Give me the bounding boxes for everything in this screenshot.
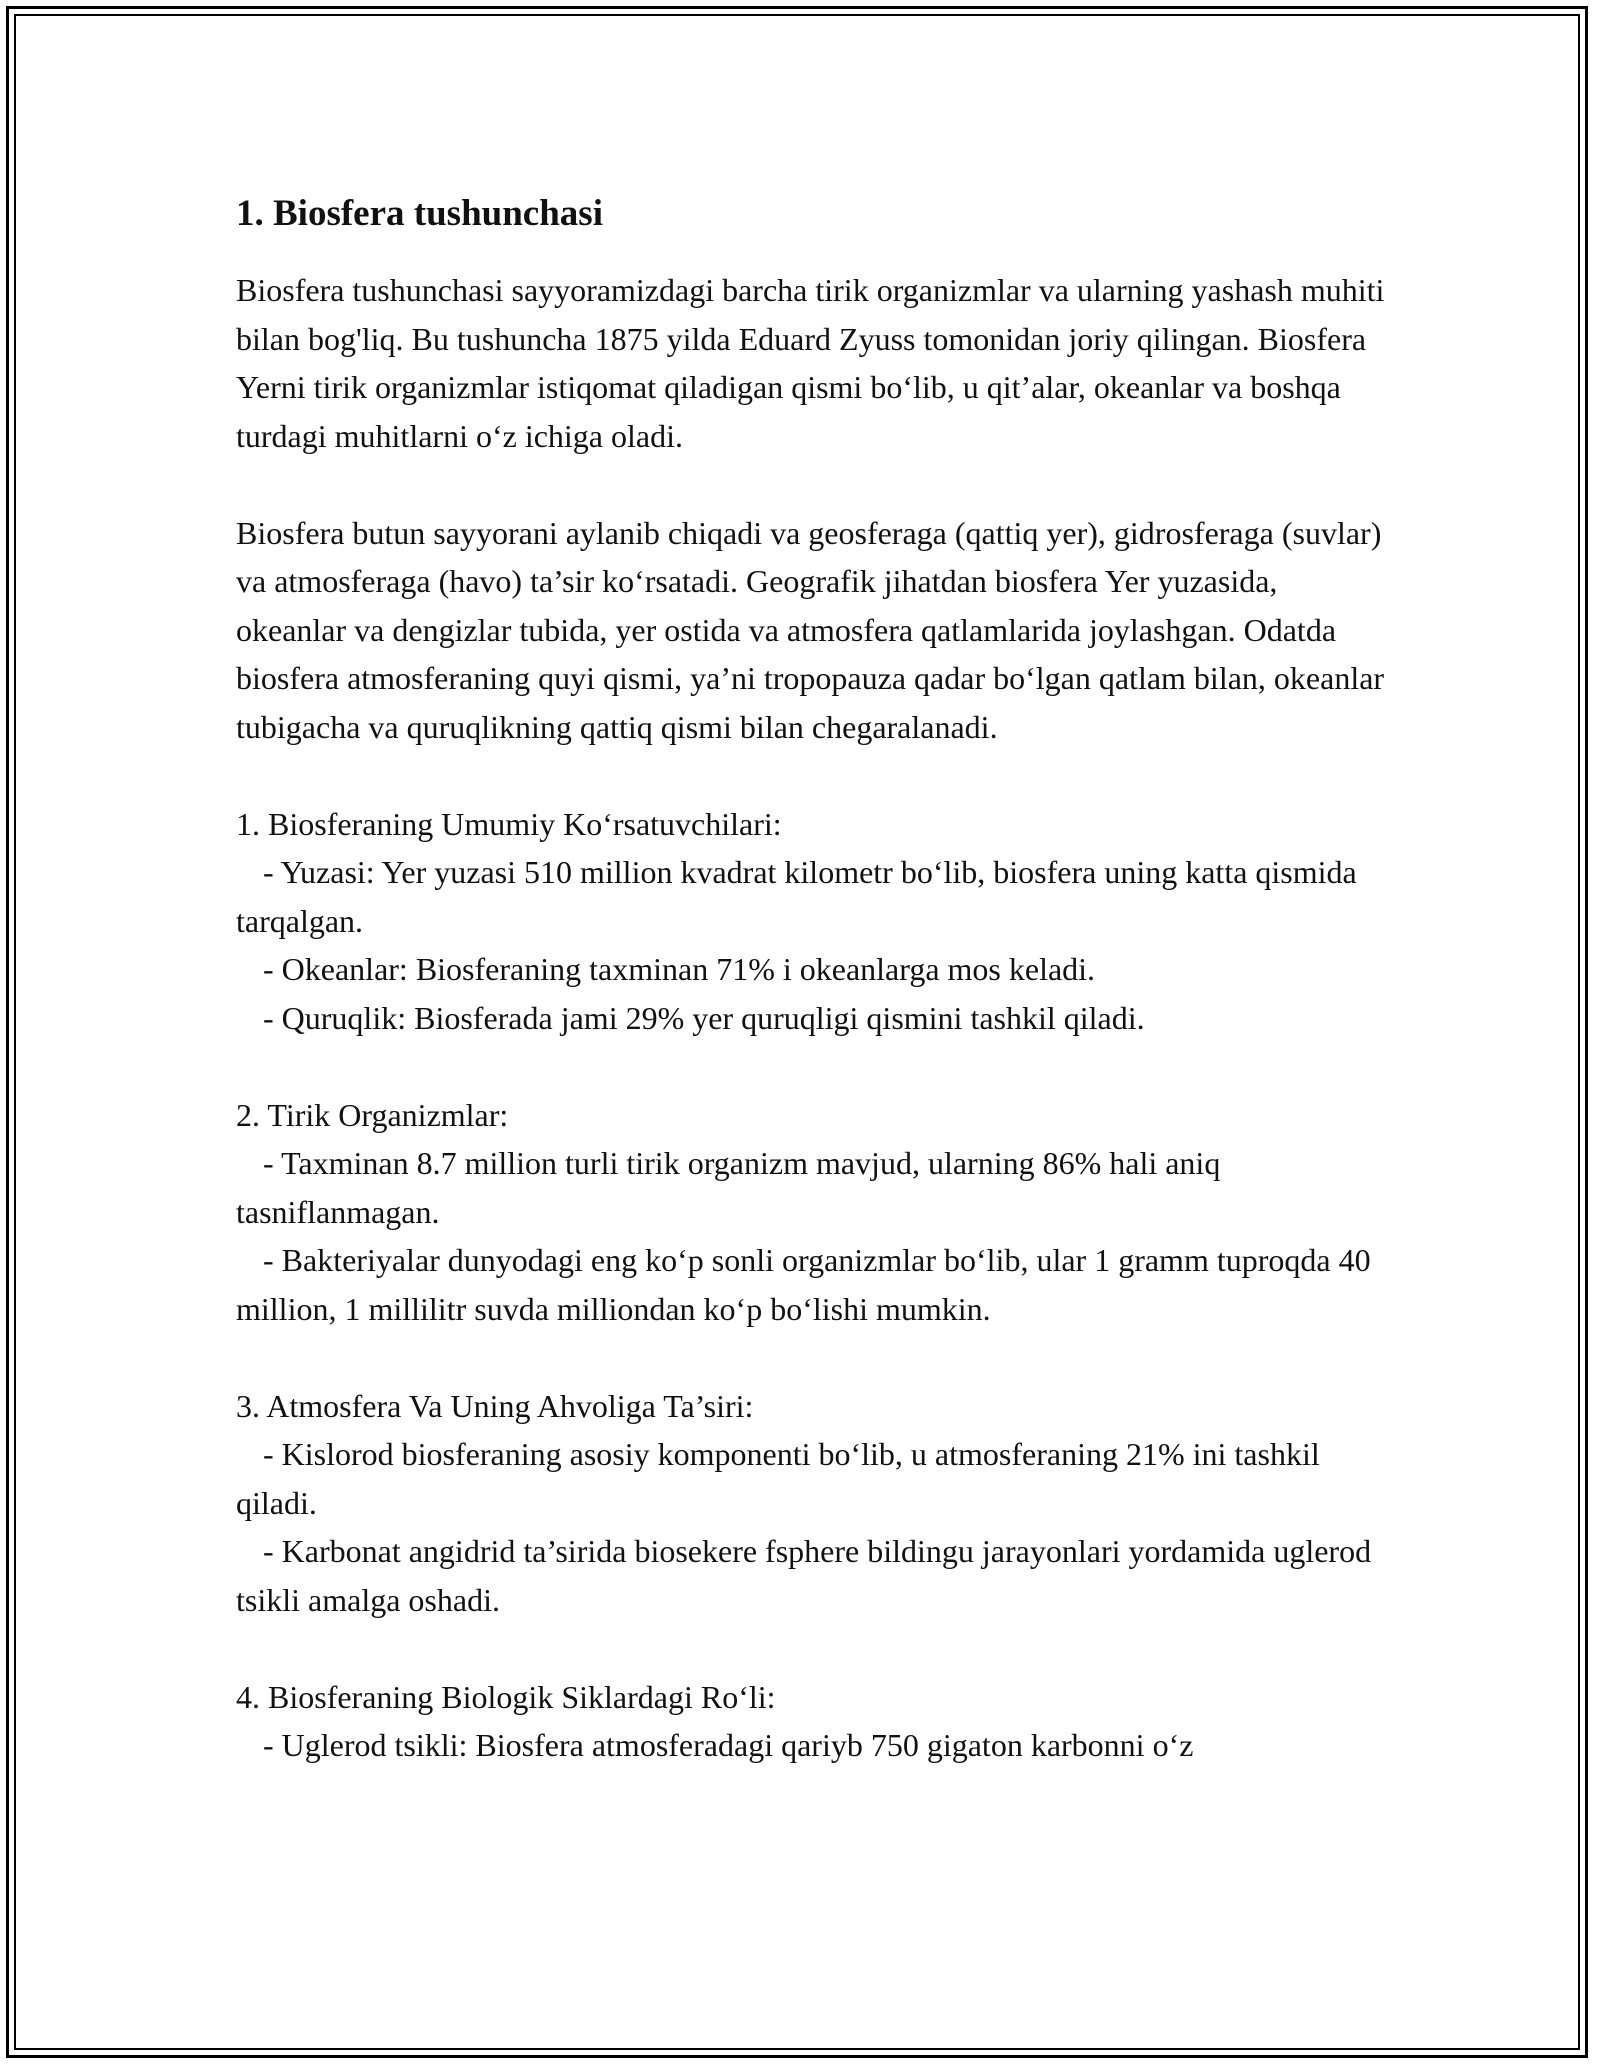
document-title: 1. Biosfera tushunchasi bbox=[236, 193, 603, 234]
section-general-indicators bbox=[236, 800, 1386, 1043]
list-item: - Karbonat angidrid ta’sirida biosekere fsphere bildingu jarayonlari yordamida uglerod tsikli amalga oshadi. bbox=[236, 1533, 1372, 1618]
section-heading: 2. Tirik Organizmlar: bbox=[236, 1096, 509, 1133]
section-heading: 3. Atmosfera Va Uning Ahvoliga Ta’siri: bbox=[236, 1387, 754, 1424]
paragraph-geography: Biosfera butun sayyorani aylanib chiqadi va geosferaga (qattiq yer), gidrosferaga (suvlar) va atmosferaga (havo) ta’sir ko‘rsatadi. Geografik jihatdan biosfera Yer yuzasida, okeanlar va dengizlar tubida, yer ostida va atmosfera qatlamlarida joylashgan. Odatda biosfera atmosferaning quyi qismi, ya’ni tropopauza qadar bo‘lgan qatlam bilan, okeanlar tubigacha va quruqlikning qattiq qismi bilan chegaralanadi. bbox=[236, 514, 1385, 745]
section-heading: 4. Biosferaning Biologik Siklardagi Ro‘li: bbox=[236, 1678, 776, 1715]
section-atmosphere bbox=[236, 1382, 1386, 1625]
list-item: - Kislorod biosferaning asosiy komponenti bo‘lib, u atmosferaning 21% ini tashkil qiladi. bbox=[236, 1436, 1320, 1521]
list-item: - Bakteriyalar dunyodagi eng ko‘p sonli organizmlar bo‘lib, ular 1 gramm tuproqda 40 million, 1 millilitr suvda milliondan ko‘p bo‘lishi mumkin. bbox=[236, 1242, 1371, 1327]
list-item: - Taxminan 8.7 million turli tirik organizm mavjud, ularning 86% hali aniq tasniflanmagan. bbox=[236, 1145, 1221, 1230]
list-item: - Okeanlar: Biosferaning taxminan 71% i okeanlarga mos keladi. bbox=[263, 951, 1096, 987]
paragraph-intro: Biosfera tushunchasi sayyoramizdagi barcha tirik organizmlar va ularning yashash muhiti bilan bog'liq. Bu tushuncha 1875 yilda Eduard Zyuss tomonidan joriy qilingan. Biosfera Yerni tirik organizmlar istiqomat qiladigan qismi bo‘lib, u qit’alar, okeanlar va boshqa turdagi muhitlarni o‘z ichiga oladi. bbox=[236, 272, 1385, 454]
section-biological-cycles bbox=[236, 1673, 1386, 1770]
section-living-organisms bbox=[236, 1091, 1386, 1334]
list-item: - Yuzasi: Yer yuzasi 510 million kvadrat kilometr bo‘lib, biosfera uning katta qismida tarqalgan. bbox=[236, 854, 1357, 939]
list-item: - Quruqlik: Biosferada jami 29% yer quruqligi qismini tashkil qiladi. bbox=[263, 999, 1145, 1036]
list-item: - Uglerod tsikli: Biosfera atmosferadagi qariyb 750 gigaton karbonni o‘z bbox=[263, 1727, 1194, 1763]
section-heading: 1. Biosferaning Umumiy Ko‘rsatuvchilari: bbox=[236, 805, 782, 842]
document-body bbox=[236, 188, 1386, 1818]
